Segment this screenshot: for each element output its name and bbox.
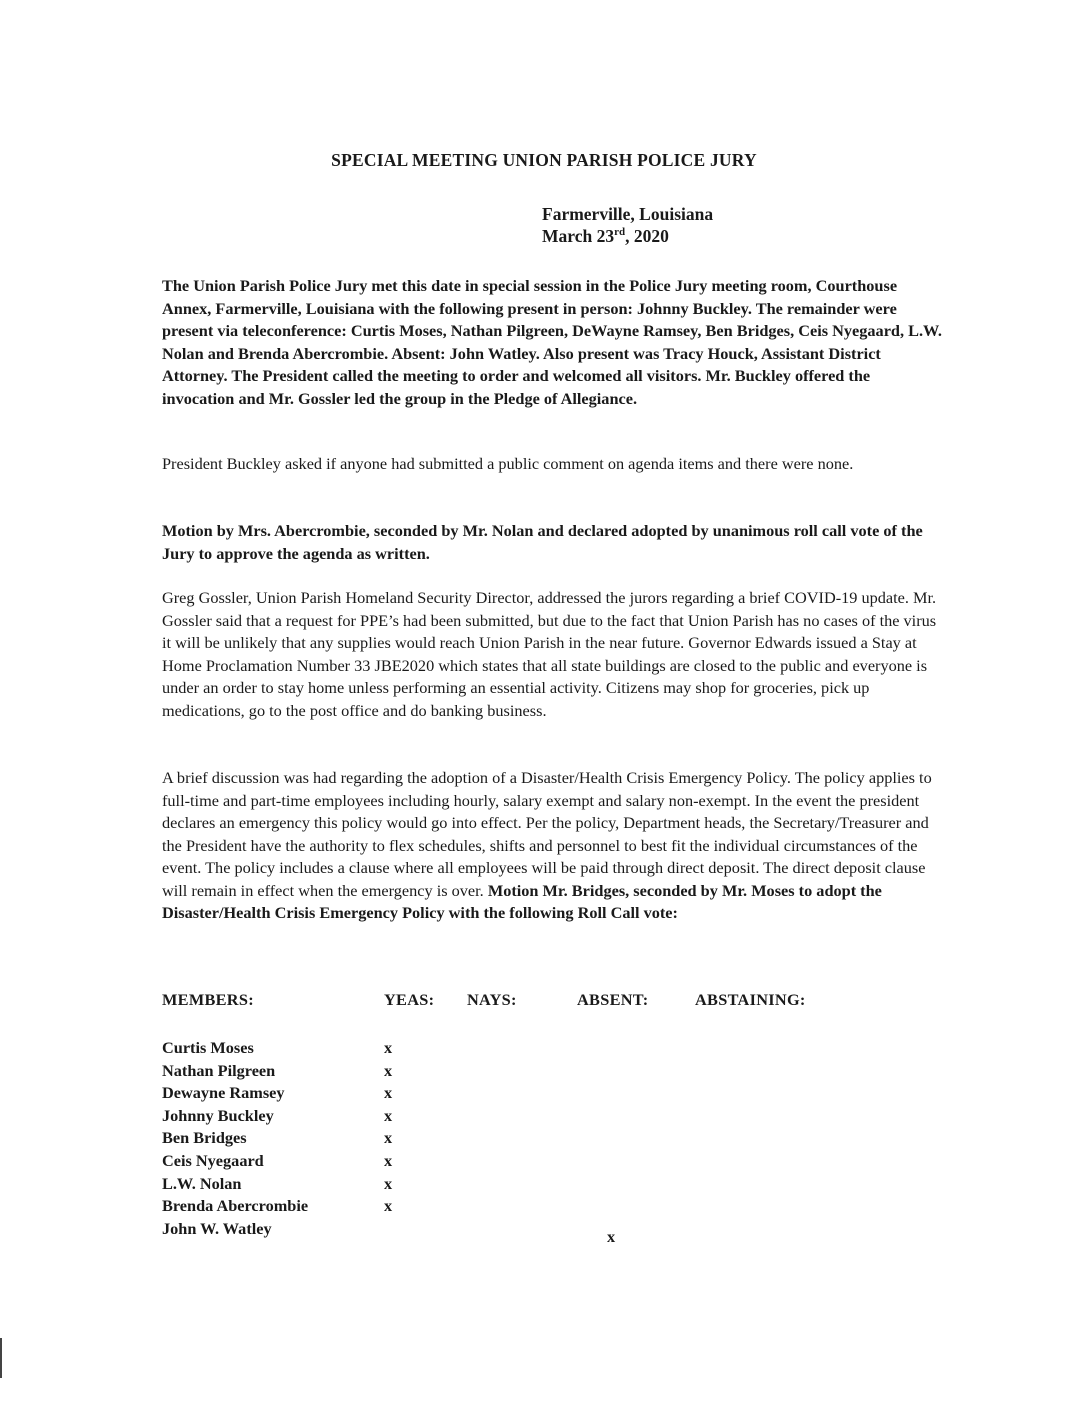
vote-mark-yeas: x xyxy=(384,1083,393,1103)
member-name: Dewayne Ramsey xyxy=(162,1083,285,1103)
vote-mark-yeas: x xyxy=(384,1038,393,1057)
member-name: Johnny Buckley xyxy=(162,1105,274,1125)
header-members: MEMBERS: xyxy=(162,990,254,1009)
vote-mark-yeas: x xyxy=(384,1196,393,1216)
meeting-date-year: , 2020 xyxy=(625,226,669,246)
header-absent: ABSENT: xyxy=(577,990,649,1009)
member-name: Ceis Nyegaard xyxy=(162,1151,264,1170)
meeting-date xyxy=(542,225,713,247)
emergency-policy-paragraph xyxy=(162,767,942,925)
agenda-motion-paragraph: Motion by Mrs. Abercrombie, seconded by Mr. Nolan and declared adopted by unanimous roll call vote of the Jury to approve the agenda as written. xyxy=(162,521,923,563)
table-row xyxy=(162,1083,942,1106)
covid-update-paragraph: Greg Gossler, Union Parish Homeland Security Director, addressed the jurors regarding a brief COVID-19 update. Mr. Gossler said that a request for PPE’s had been submitted, but due to the fact that Union Parish has no cases of the virus it will be unlikely that any supplies would reach Union Parish in the near future. Governor Edwards issued a Stay at Home Proclamation Number 33 JBE2020 which states that all state buildings are closed to the public and everyone is under an order to stay home unless performing an essential activity. Citizens may shop for groceries, pick up medications, go to the post office and do banking business. xyxy=(162,588,937,720)
vote-mark-yeas: x xyxy=(384,1151,393,1170)
meeting-location: Farmerville, Louisiana xyxy=(542,204,714,224)
attendance-paragraph: The Union Parish Police Jury met this date in special session in the Police Jury meeting room, Courthouse Annex, Farmerville, Louisiana with the following present in person: Johnny Buckley. The remainder were present via teleconference: Curtis Moses, Nathan Pilgreen, DeWayne Ramsey, Ben Bridges, Ceis Nyegaard, L.W. Nolan and Brenda Abercrombie. Absent: John Watley. Also present was Tracy Houck, Assistant District Attorney. The President called the meeting to order and welcomed all visitors. Mr. Buckley offered the invocation and Mr. Gossler led the group in the Pledge of Allegiance. xyxy=(162,276,942,408)
vote-mark-absent: x xyxy=(607,1226,616,1246)
vote-mark-yeas: x xyxy=(384,1060,393,1080)
table-row xyxy=(162,1061,942,1084)
vote-mark-yeas: x xyxy=(384,1105,393,1125)
table-row xyxy=(162,1151,942,1174)
emergency-policy-motion: Motion Mr. Bridges, seconded by Mr. Moses to adopt the Disaster/Health Crisis Emergency Policy with the following Roll Call vote: xyxy=(162,880,882,922)
emergency-policy-discussion: A brief discussion was had regarding the adoption of a Disaster/Health Crisis Emergency Policy. The policy applies to full-time and part-time employees including hourly, salary exempt and salary non-exempt. In the event the president declares an emergency this policy would go into effect. Per the policy, Department heads, the Secretary/Treasurer and the President have the authority to flex schedules, shifts and personnel to best fit the individual circumstances of the event. The policy includes a clause where all employees will be paid through direct deposit. The direct deposit clause will remain in effect when the emergency is over. xyxy=(162,768,932,900)
table-row xyxy=(162,1218,942,1246)
public-comment-paragraph: President Buckley asked if anyone had submitted a public comment on agenda items and there were none. xyxy=(162,454,854,473)
table-row xyxy=(162,1174,942,1197)
header-nays: NAYS: xyxy=(467,990,517,1009)
member-name: John W. Watley xyxy=(162,1218,272,1238)
member-name: Curtis Moses xyxy=(162,1038,254,1057)
member-name: Brenda Abercrombie xyxy=(162,1196,309,1216)
table-row xyxy=(162,1128,942,1151)
table-row xyxy=(162,1196,942,1219)
table-row xyxy=(162,1106,942,1129)
member-name: Ben Bridges xyxy=(162,1128,247,1148)
document-title: SPECIAL MEETING UNION PARISH POLICE JURY xyxy=(331,150,757,170)
table-row xyxy=(162,1038,942,1061)
header-abstaining: ABSTAINING: xyxy=(695,990,806,1009)
vote-mark-yeas: x xyxy=(384,1173,393,1193)
header-yeas: YEAS: xyxy=(384,990,435,1009)
meeting-date-ordinal: rd xyxy=(614,226,626,239)
member-name: L.W. Nolan xyxy=(162,1173,242,1193)
meeting-date-month-day: March 23 xyxy=(542,226,615,246)
location-date-block xyxy=(542,203,713,247)
scan-edge-mark xyxy=(0,1338,2,1378)
member-name: Nathan Pilgreen xyxy=(162,1060,276,1080)
vote-mark-yeas: x xyxy=(384,1128,393,1148)
